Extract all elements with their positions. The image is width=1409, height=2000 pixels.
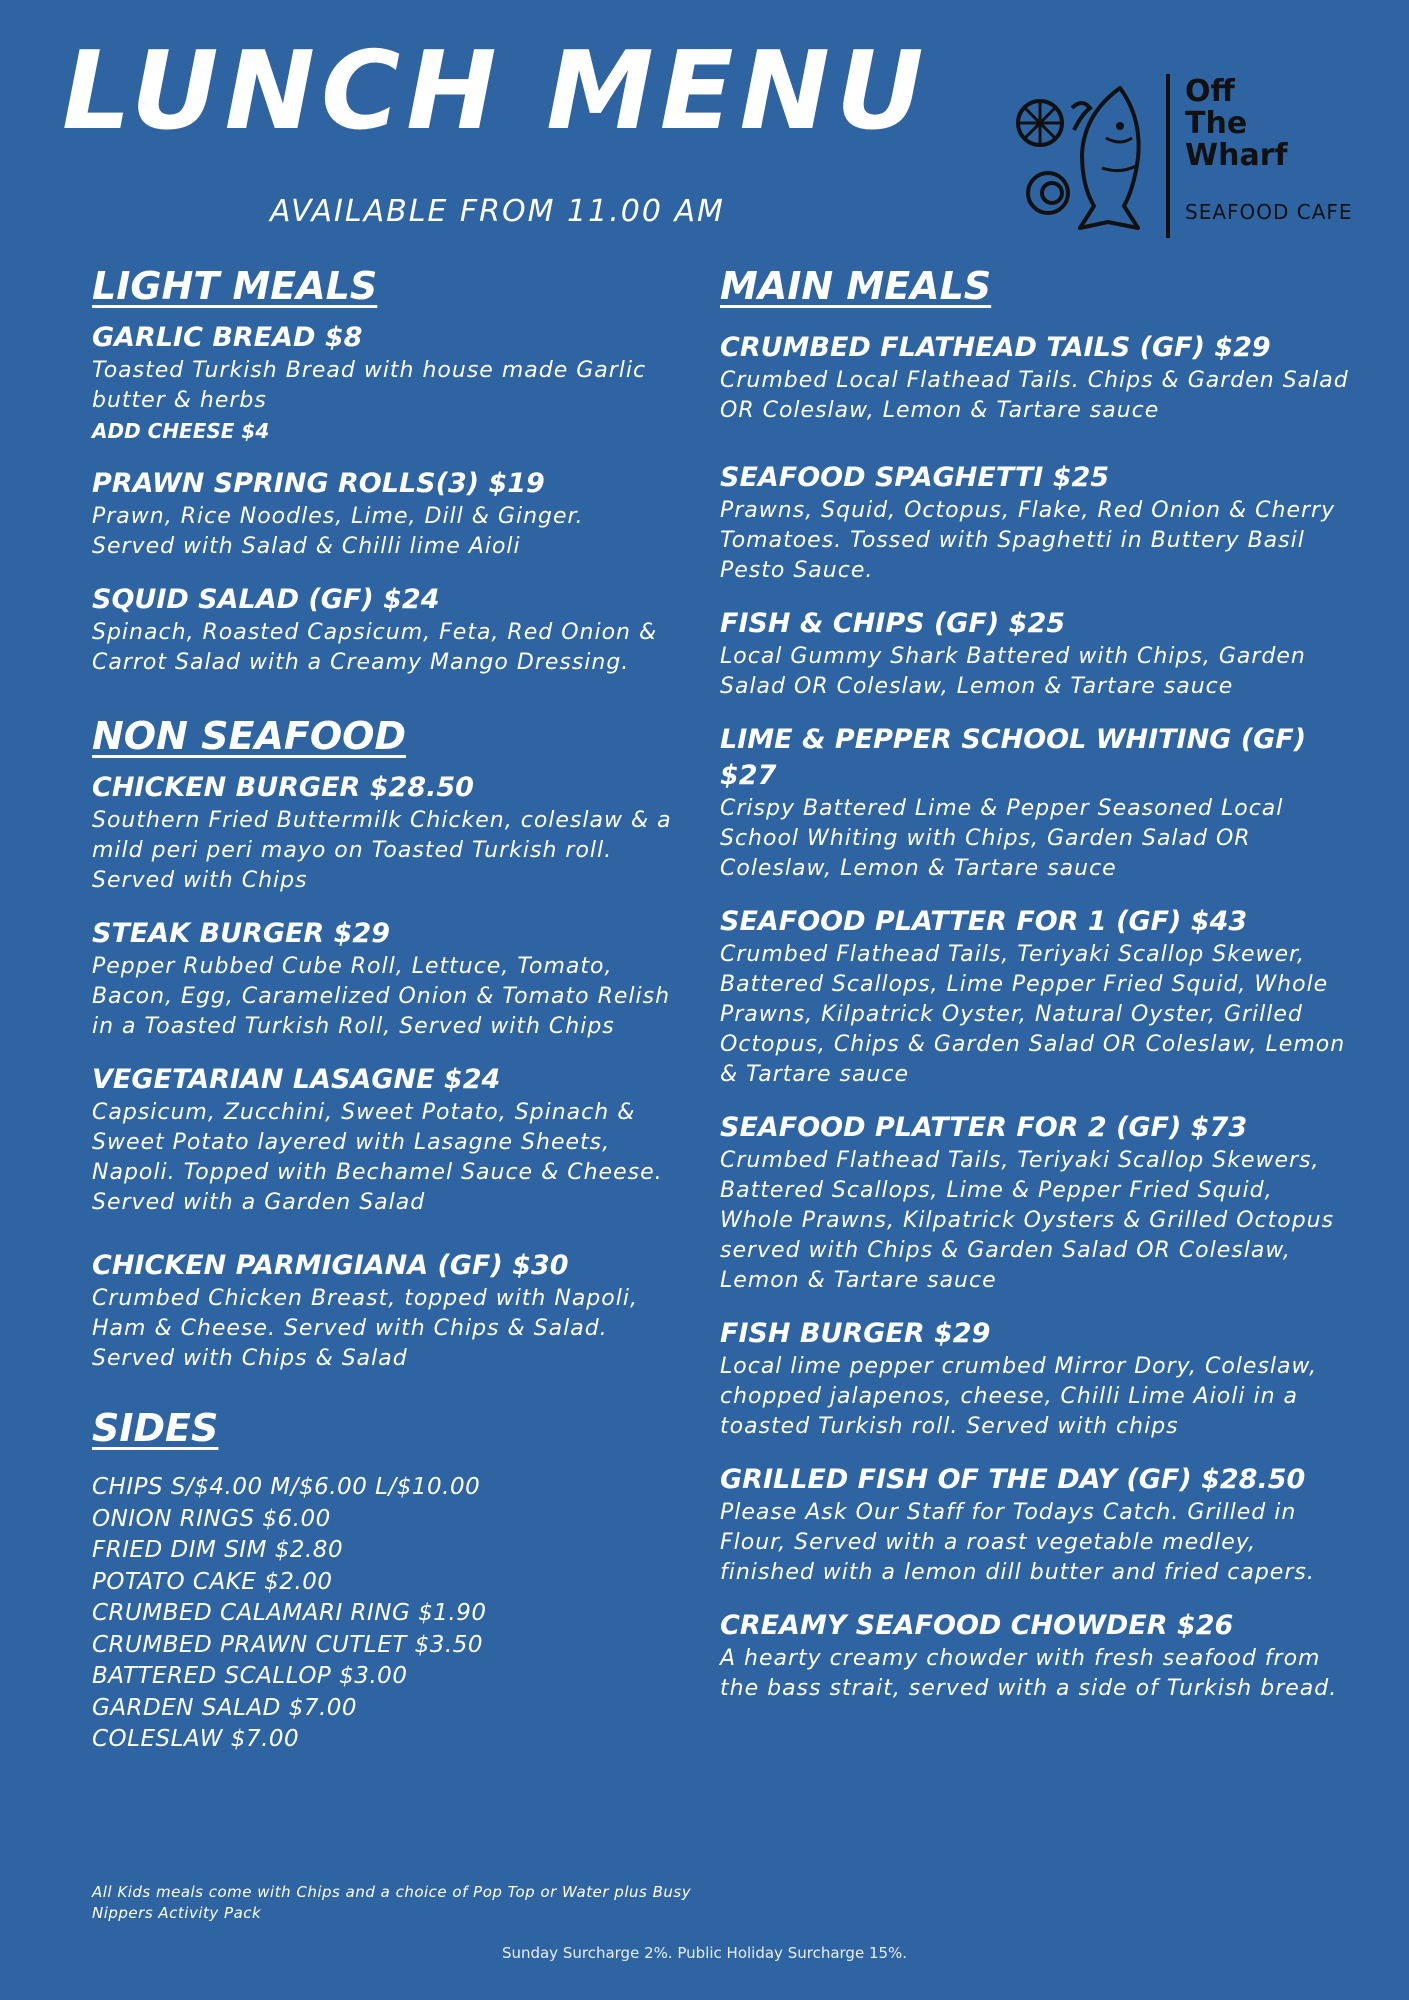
main-meals-heading: MAIN MEALS	[720, 264, 992, 308]
side-item: COLESLAW $7.00	[92, 1726, 300, 1752]
item-description: Crumbed Flathead Tails, Teriyaki Scallop Skewers, Battered Scallops, Lime & Pepper Fried Squid, Whole Prawns, Kilpatrick Oysters & Grilled Octopus served with Chips & Garden Salad OR Coleslaw, Lemon & Tartare sauce	[720, 1148, 1335, 1293]
item-description: A hearty creamy chowder with fresh seafood from the bass strait, served with a side of Turkish bread.	[720, 1646, 1338, 1701]
item-name: LIME & PEPPER SCHOOL WHITING (GF) $27	[720, 724, 1307, 791]
right-column	[720, 262, 1350, 1724]
menu-item	[720, 606, 1350, 702]
menu-item	[720, 1608, 1350, 1704]
item-name: CHICKEN PARMIGIANA (GF) $30	[92, 1250, 569, 1281]
sides-heading: SIDES	[92, 1406, 219, 1450]
light-meals-heading: LIGHT MEALS	[92, 264, 378, 308]
item-description: Local lime pepper crumbed Mirror Dory, Coleslaw, chopped jalapenos, cheese, Chilli Lime Aioli in a toasted Turkish roll. Served with chips	[720, 1354, 1318, 1439]
item-name: SEAFOOD SPAGHETTI $25	[720, 462, 1110, 493]
item-name: CRUMBED FLATHEAD TAILS (GF) $29	[720, 332, 1271, 363]
item-name: FISH BURGER $29	[720, 1318, 991, 1349]
menu-item	[720, 722, 1350, 884]
item-description: Prawn, Rice Noodles, Lime, Dill & Ginger. Served with Salad & Chilli lime Aioli	[92, 504, 584, 559]
sides-section	[92, 1404, 672, 1756]
item-addon: ADD CHEESE $4	[92, 419, 270, 443]
item-description: Spinach, Roasted Capsicum, Feta, Red Onion & Carrot Salad with a Creamy Mango Dressing.	[92, 620, 658, 675]
item-name: CREAMY SEAFOOD CHOWDER $26	[720, 1610, 1234, 1641]
item-name: PRAWN SPRING ROLLS(3) $19	[92, 468, 545, 499]
non-seafood-section	[92, 712, 672, 1374]
item-description: Capsicum, Zucchini, Sweet Potato, Spinach & Sweet Potato layered with Lasagne Sheets, Napoli. Topped with Bechamel Sauce & Cheese. Served with a Garden Salad	[92, 1100, 663, 1215]
side-item: CRUMBED PRAWN CUTLET $3.50	[92, 1631, 483, 1658]
item-name: VEGETARIAN LASAGNE $24	[92, 1064, 501, 1095]
menu-item	[92, 466, 672, 562]
item-description: Crumbed Local Flathead Tails. Chips & Garden Salad OR Coleslaw, Lemon & Tartare sauce	[720, 368, 1349, 423]
item-description: Crispy Battered Lime & Pepper Seasoned Local School Whiting with Chips, Garden Salad OR Coleslaw, Lemon & Tartare sauce	[720, 796, 1284, 881]
menu-item	[720, 460, 1350, 586]
seafood-logo-icon	[1010, 68, 1180, 248]
non-seafood-heading: NON SEAFOOD	[92, 714, 406, 758]
logo-line-1: Off	[1185, 74, 1235, 109]
menu-item	[92, 1062, 672, 1218]
menu-item	[92, 1248, 672, 1374]
menu-item	[720, 330, 1350, 426]
left-column	[92, 262, 672, 1756]
cafe-logo	[1010, 68, 1353, 248]
side-item: BATTERED SCALLOP $3.00	[92, 1663, 408, 1689]
item-name: SEAFOOD PLATTER FOR 1 (GF) $43	[720, 906, 1248, 937]
item-name: CHICKEN BURGER $28.50	[92, 772, 474, 803]
logo-line-3: Wharf	[1185, 138, 1288, 173]
menu-item	[92, 770, 672, 896]
item-description: Southern Fried Buttermilk Chicken, coleslaw & a mild peri peri mayo on Toasted Turkish roll. Served with Chips	[92, 808, 672, 893]
menu-item	[92, 582, 672, 678]
menu-item	[720, 1316, 1350, 1442]
menu-title: LUNCH MENU	[62, 29, 930, 154]
side-item: CRUMBED CALAMARI RING $1.90	[92, 1600, 487, 1626]
side-item: CHIPS S/$4.00 M/$6.00 L/$10.00	[92, 1474, 481, 1500]
menu-item	[720, 904, 1350, 1090]
surcharge-note: Sunday Surcharge 2%. Public Holiday Surcharge 15%.	[501, 1944, 908, 1962]
logo-subtitle: SEAFOOD CAFE	[1185, 200, 1353, 224]
item-name: GRILLED FISH OF THE DAY (GF) $28.50	[720, 1464, 1306, 1495]
item-description: Pepper Rubbed Cube Roll, Lettuce, Tomato, Bacon, Egg, Caramelized Onion & Tomato Relish in a Toasted Turkish Roll, Served with Chips	[92, 954, 671, 1039]
item-description: Local Gummy Shark Battered with Chips, Garden Salad OR Coleslaw, Lemon & Tartare sauce	[720, 644, 1306, 699]
item-name: SEAFOOD PLATTER FOR 2 (GF) $73	[720, 1112, 1248, 1143]
light-meals-section	[92, 262, 672, 678]
side-item: ONION RINGS $6.00	[92, 1505, 331, 1532]
side-item: GARDEN SALAD $7.00	[92, 1694, 358, 1721]
sides-list	[92, 1472, 672, 1756]
logo-line-2: The	[1185, 106, 1248, 141]
menu-item	[92, 320, 672, 446]
logo-wordmark	[1185, 76, 1288, 172]
item-name: GARLIC BREAD $8	[92, 322, 363, 353]
side-item: POTATO CAKE $2.00	[92, 1568, 333, 1595]
item-description: Toasted Turkish Bread with house made Garlic butter & herbs	[92, 358, 647, 413]
side-item: FRIED DIM SIM $2.80	[92, 1537, 344, 1563]
menu-item	[92, 916, 672, 1042]
item-name: FISH & CHIPS (GF) $25	[720, 608, 1066, 639]
availability-subtitle: AVAILABLE FROM 11.00 AM	[270, 194, 725, 229]
item-description: Crumbed Chicken Breast, topped with Napoli, Ham & Cheese. Served with Chips & Salad. Served with Chips & Salad	[92, 1286, 638, 1371]
item-description: Please Ask Our Staff for Todays Catch. Grilled in Flour, Served with a roast vegetable medley, finished with a lemon dill butter and fried capers.	[720, 1500, 1315, 1585]
item-name: STEAK BURGER $29	[92, 918, 390, 949]
menu-item	[720, 1110, 1350, 1296]
item-description: Crumbed Flathead Tails, Teriyaki Scallop Skewer, Battered Scallops, Lime Pepper Fried Squid, Whole Prawns, Kilpatrick Oyster, Natural Oyster, Grilled Octopus, Chips & Garden Salad OR Coleslaw, Lemon & Tartare sauce	[720, 942, 1346, 1087]
menu-item	[720, 1462, 1350, 1588]
item-name: SQUID SALAD (GF) $24	[92, 584, 440, 615]
kids-meal-note: All Kids meals come with Chips and a choice of Pop Top or Water plus Busy Nippers Activity Pack	[92, 1883, 692, 1922]
item-description: Prawns, Squid, Octopus, Flake, Red Onion & Cherry Tomatoes. Tossed with Spaghetti in Buttery Basil Pesto Sauce.	[720, 498, 1336, 583]
